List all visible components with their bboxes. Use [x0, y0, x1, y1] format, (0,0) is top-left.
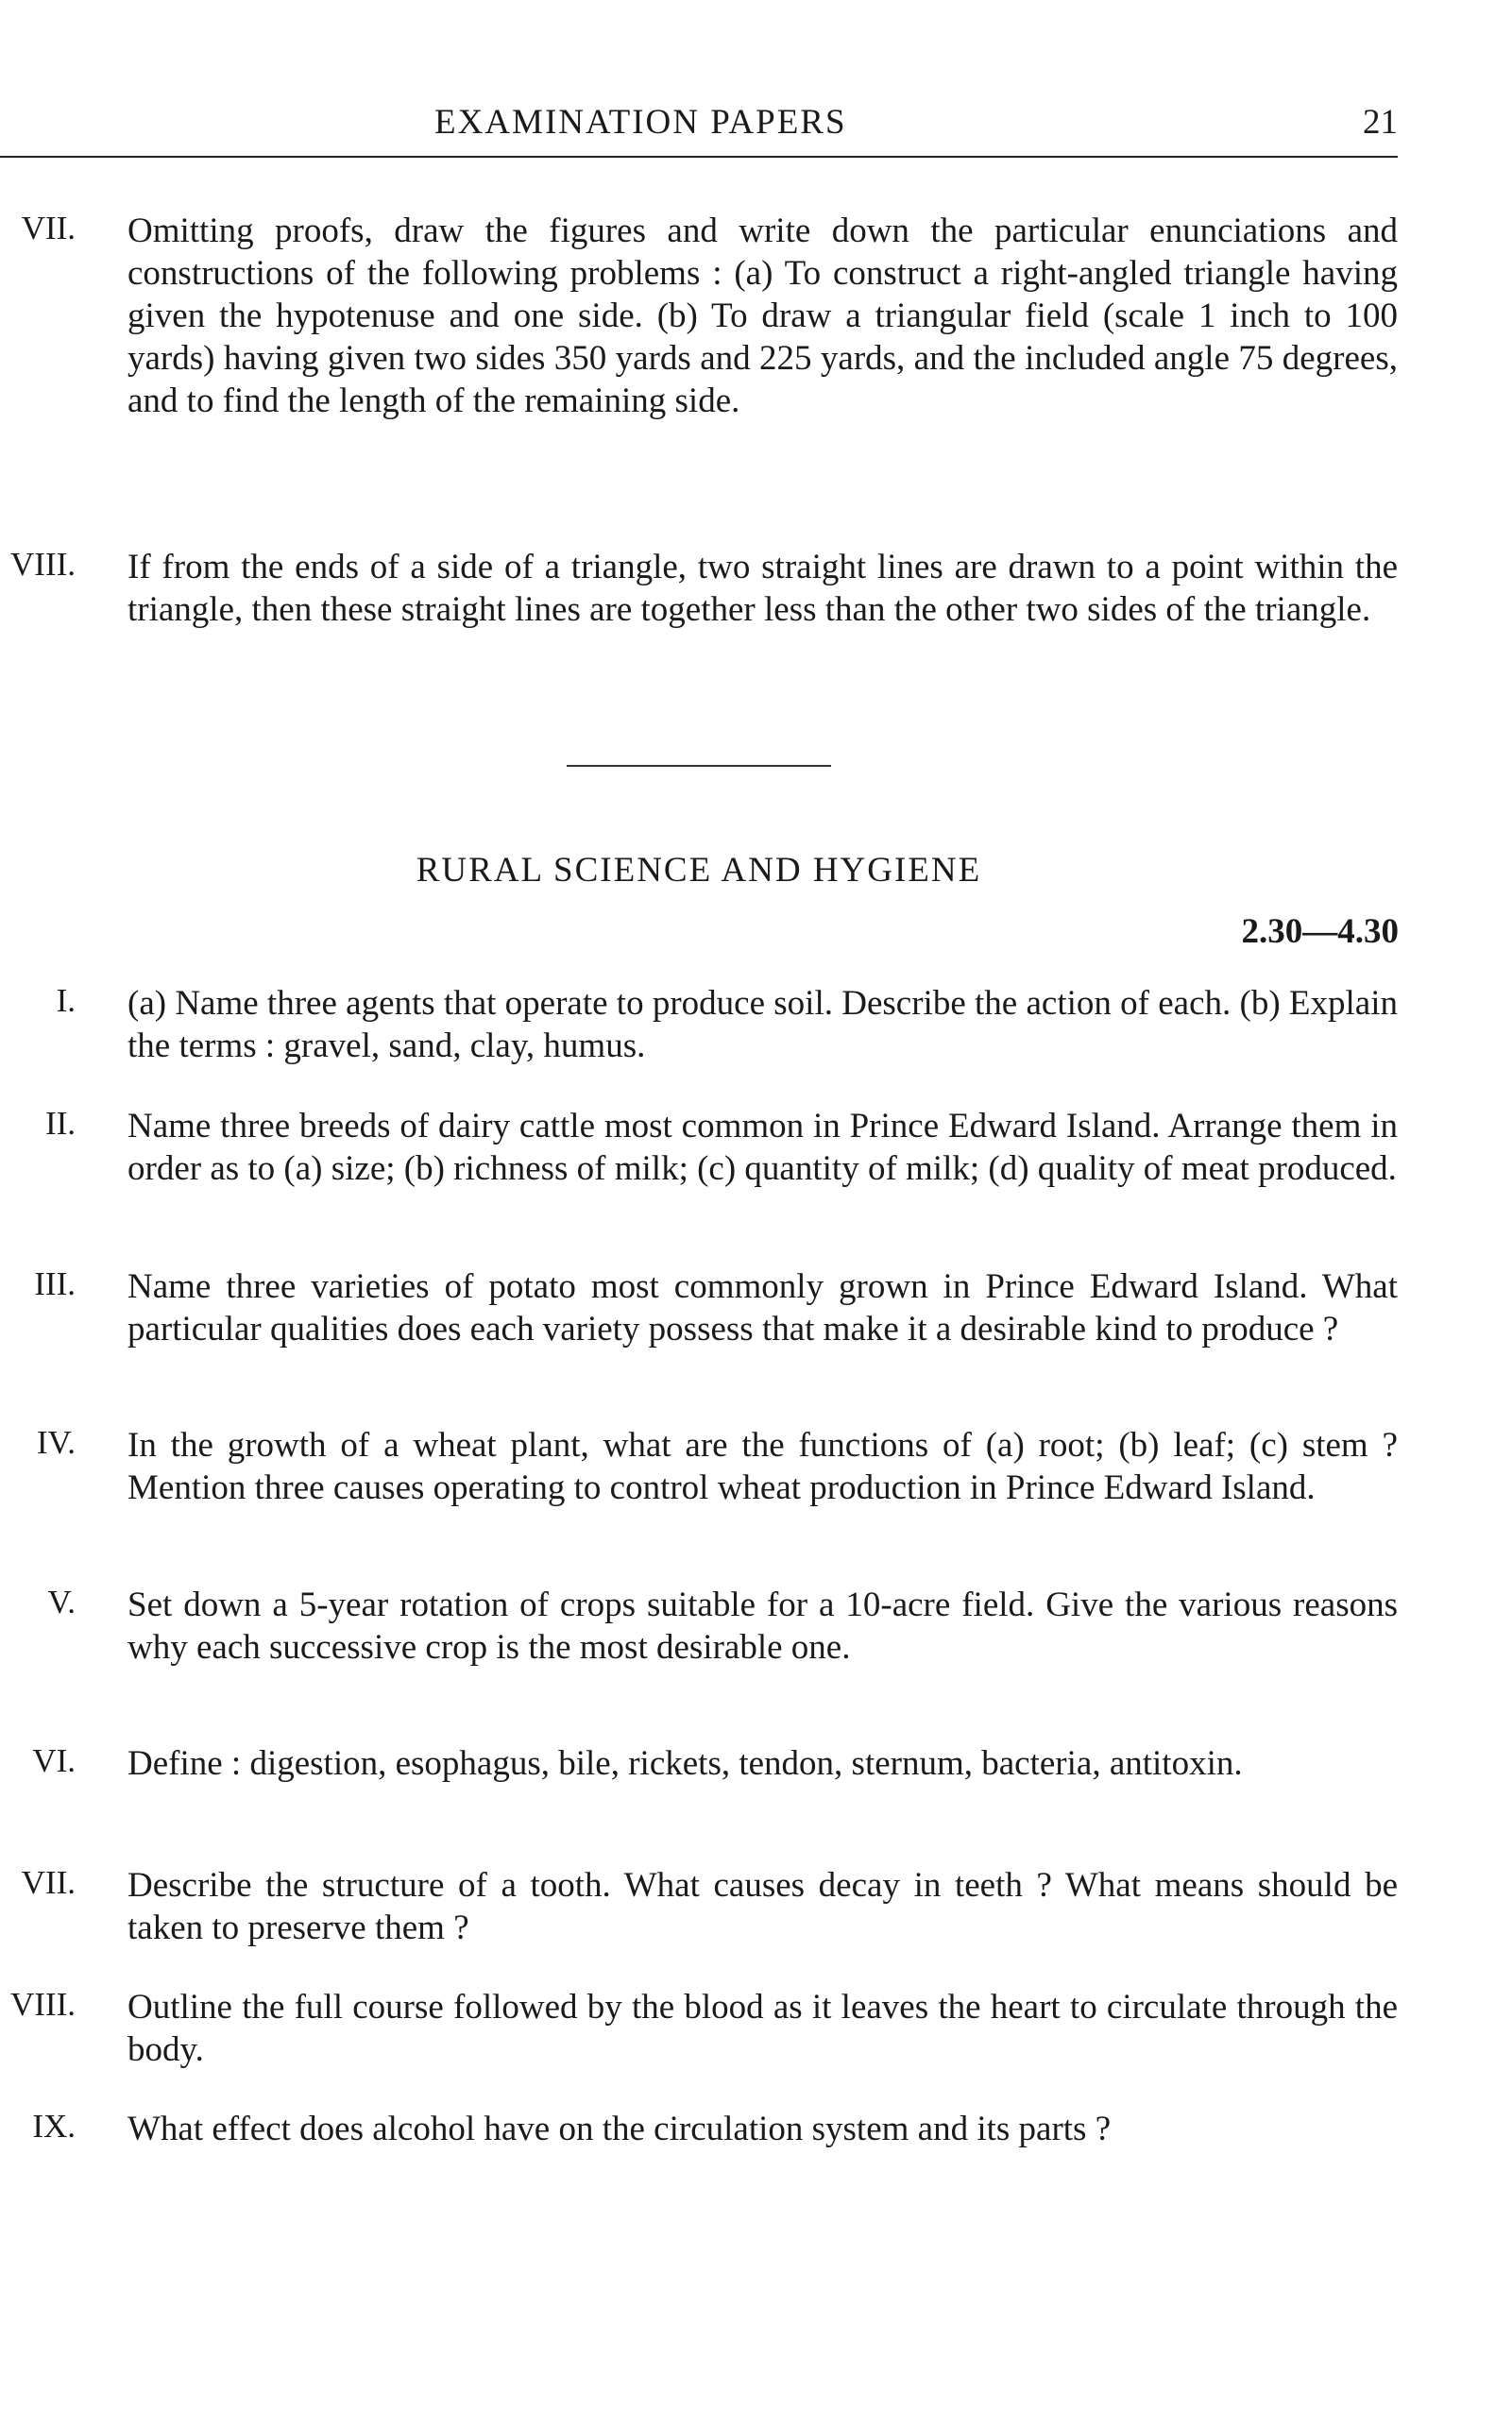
question-text: Outline the full course followed by the blood as it leaves the heart to circulate through the body.: [127, 1988, 1398, 2069]
question-numeral: IX.: [32, 2108, 76, 2145]
question-text: If from the ends of a side of a triangle, two straight lines are drawn to a point within the triangle, then these straight lines are together less than the other two sides of the triangle.: [127, 548, 1398, 629]
question-numeral: VIII.: [10, 546, 76, 583]
question-numeral: VI.: [32, 1742, 76, 1779]
page-header: [0, 102, 1398, 159]
question-numeral: II.: [44, 1105, 76, 1142]
section-time: 2.30—4.30: [1241, 912, 1399, 951]
question-text: Define : digestion, esophagus, bile, rickets, tendon, sternum, bacteria, antitoxin.: [127, 1744, 1243, 1783]
question-numeral: IV.: [36, 1424, 76, 1461]
page-number: 21: [1363, 103, 1398, 142]
question-text: (a) Name three agents that operate to produce soil. Describe the action of each. (b) Explain the terms : gravel, sand, clay, humus.: [127, 984, 1398, 1065]
header-rule: [0, 156, 1398, 158]
question-text: What effect does alcohol have on the circulation system and its parts ?: [127, 2110, 1112, 2148]
question-text: Describe the structure of a tooth. What causes decay in teeth ? What means should be taken to preserve them ?: [127, 1866, 1398, 1947]
question-text: Name three breeds of dairy cattle most common in Prince Edward Island. Arrange them in order as to (a) size; (b) richness of milk; (c) quantity of milk; (d) quality of meat produced.: [127, 1107, 1398, 1188]
question-text: In the growth of a wheat plant, what are the functions of (a) root; (b) leaf; (c) stem ? Mention three causes operating to control wheat production in Prince Edward Island.: [127, 1426, 1398, 1507]
question-numeral: VII.: [21, 1864, 76, 1901]
question-numeral: V.: [47, 1584, 76, 1620]
running-title: EXAMINATION PAPERS: [434, 103, 847, 142]
question-numeral: I.: [56, 982, 76, 1019]
question-numeral: VIII.: [10, 1986, 76, 2023]
question-numeral: VII.: [21, 210, 76, 246]
question-text: Omitting proofs, draw the figures and write down the particular enunciations and constructions of the following problems : (a) To construct a right-angled triangle having given the hypotenuse and one side. (b) To draw a triangular field (scale 1 inch to 100 yards) having given two sides 350 yards and 225 yards, and the included angle 75 degrees, and to find the length of the remaining side.: [127, 212, 1398, 420]
section-divider: [567, 765, 831, 767]
section-title: RURAL SCIENCE AND HYGIENE: [416, 851, 982, 890]
question-numeral: III.: [34, 1265, 76, 1302]
question-text: Set down a 5-year rotation of crops suitable for a 10-acre field. Give the various reasons why each successive crop is the most desirable one.: [127, 1586, 1398, 1667]
question-text: Name three varieties of potato most commonly grown in Prince Edward Island. What particular qualities does each variety possess that make it a desirable kind to produce ?: [127, 1267, 1398, 1349]
